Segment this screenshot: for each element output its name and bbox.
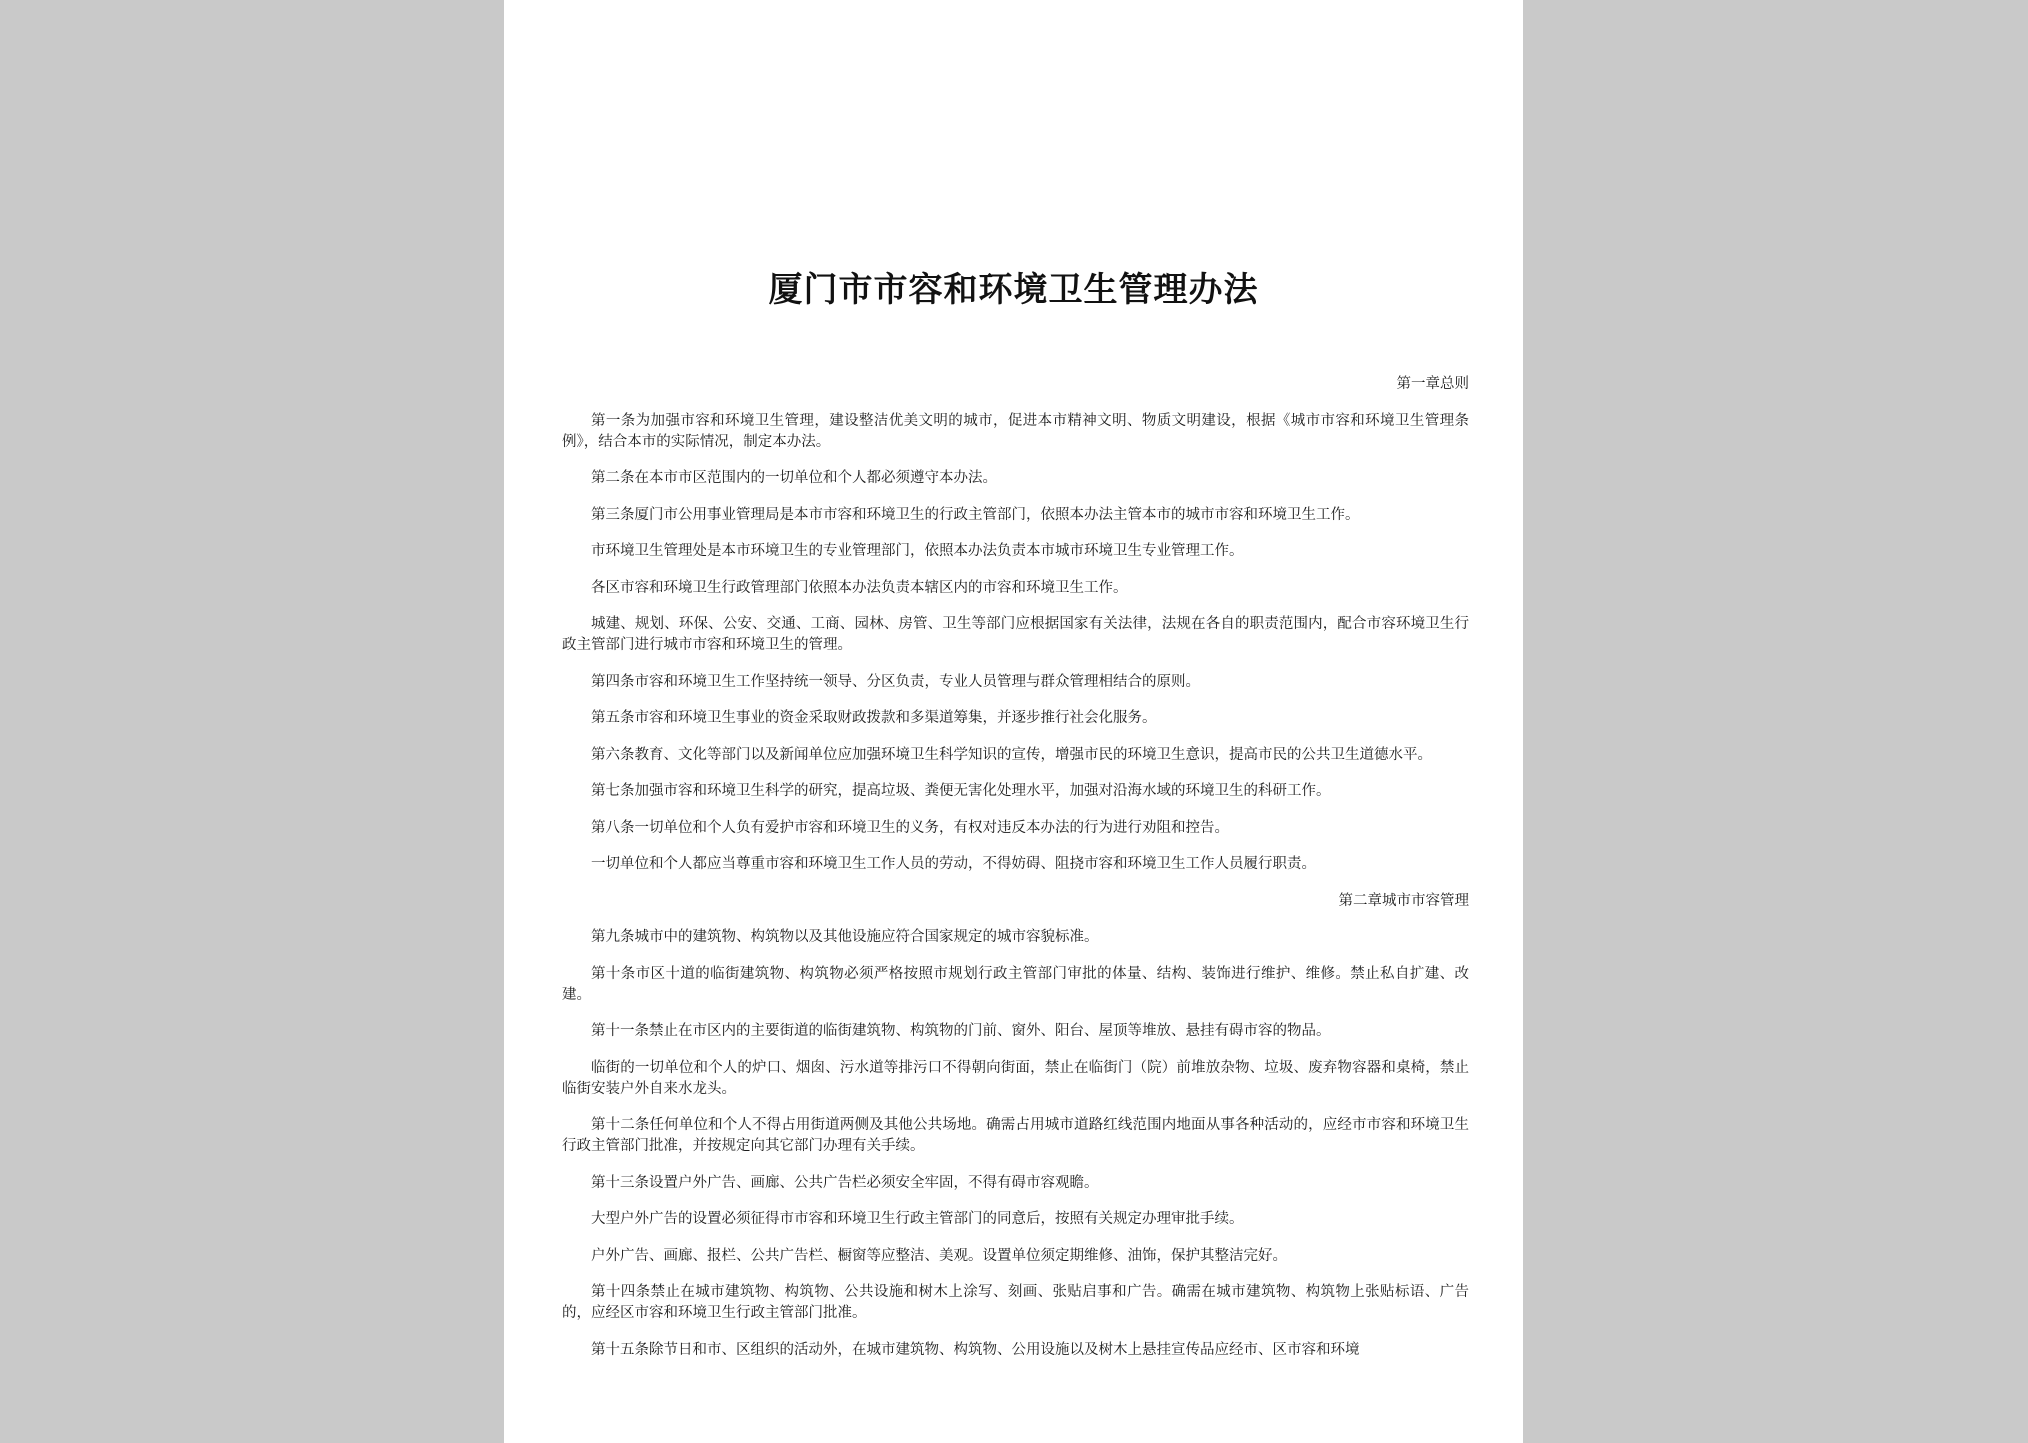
paragraph: 临街的一切单位和个人的炉口、烟囱、污水道等排污口不得朝向街面，禁止在临街门（院）前堆放杂物、垃圾、废弃物容器和桌椅，禁止临街安装户外自来水龙头。 — [562, 1059, 1469, 1097]
paragraph: 户外广告、画廊、报栏、公共广告栏、橱窗等应整洁、美观。设置单位须定期维修、油饰，保护其整洁完好。 — [591, 1247, 1287, 1264]
paragraph: 第四条市容和环境卫生工作坚持统一领导、分区负责，专业人员管理与群众管理相结合的原则。 — [591, 673, 1200, 690]
paragraph: 一切单位和个人都应当尊重市容和环境卫生工作人员的劳动，不得妨碍、阻挠市容和环境卫生工作人员履行职责。 — [591, 856, 1316, 872]
paragraph: 第三条厦门市公用事业管理局是本市市容和环境卫生的行政主管部门，依照本办法主管本市的城市市容和环境卫生工作。 — [591, 506, 1360, 523]
paragraph: 各区市容和环境卫生行政管理部门依照本办法负责本辖区内的市容和环境卫生工作。 — [591, 579, 1128, 596]
paragraph: 第十三条设置户外广告、画廊、公共广告栏必须安全牢固，不得有碍市容观瞻。 — [591, 1174, 1099, 1191]
paragraph: 第二条在本市市区范围内的一切单位和个人都必须遵守本办法。 — [591, 470, 997, 486]
paragraph: 第十四条禁止在城市建筑物、构筑物、公共设施和树木上涂写、刻画、张贴启事和广告。确需在城市建筑物、构筑物上张贴标语、广告的，应经区市容和环境卫生行政主管部门批准。 — [562, 1284, 1469, 1321]
paragraph: 第十二条任何单位和个人不得占用街道两侧及其他公共场地。确需占用城市道路红线范围内地面从事各种活动的，应经市市容和环境卫生行政主管部门批准，并按规定向其它部门办理有关手续。 — [562, 1117, 1469, 1154]
paragraph: 第九条城市中的建筑物、构筑物以及其他设施应符合国家规定的城市容貌标准。 — [591, 929, 1099, 945]
paragraph: 城建、规划、环保、公安、交通、工商、园林、房管、卫生等部门应根据国家有关法律，法规在各自的职责范围内，配合市容环境卫生行政主管部门进行城市市容和环境卫生的管理。 — [562, 616, 1469, 653]
document-body — [562, 374, 1469, 1376]
chapter-heading: 第二章城市市容管理 — [1338, 892, 1469, 909]
paragraph: 第十条市区十道的临街建筑物、构筑物必须严格按照市规划行政主管部门审批的体量、结构、装饰进行维护、维修。禁止私自扩建、改建。 — [562, 965, 1469, 1003]
paragraph: 第七条加强市容和环境卫生科学的研究，提高垃圾、粪便无害化处理水平，加强对沿海水域的环境卫生的科研工作。 — [591, 783, 1331, 799]
paragraph: 第六条教育、文化等部门以及新闻单位应加强环境卫生科学知识的宣传，增强市民的环境卫生意识，提高市民的公共卫生道德水平。 — [591, 746, 1432, 763]
chapter-heading: 第一章总则 — [1396, 376, 1469, 392]
paragraph: 第十五条除节日和市、区组织的活动外，在城市建筑物、构筑物、公用设施以及树木上悬挂宣传品应经市、区市容和环境 — [591, 1341, 1360, 1358]
paragraph: 第一条为加强市容和环境卫生管理，建设整洁优美文明的城市，促进本市精神文明、物质文明建设，根据《城市市容和环境卫生管理条例》，结合本市的实际情况，制定本办法。 — [562, 412, 1469, 450]
paragraph: 第八条一切单位和个人负有爱护市容和环境卫生的义务，有权对违反本办法的行为进行劝阻和控告。 — [591, 819, 1229, 836]
document-title: 厦门市市容和环境卫生管理办法 — [768, 270, 1259, 310]
paragraph: 第五条市容和环境卫生事业的资金采取财政拨款和多渠道筹集，并逐步推行社会化服务。 — [591, 710, 1157, 726]
paragraph: 大型户外广告的设置必须征得市市容和环境卫生行政主管部门的同意后，按照有关规定办理审批手续。 — [591, 1211, 1244, 1227]
document-page — [504, 0, 1523, 1443]
paragraph: 市环境卫生管理处是本市环境卫生的专业管理部门，依照本办法负责本市城市环境卫生专业管理工作。 — [591, 543, 1244, 559]
paragraph: 第十一条禁止在市区内的主要街道的临街建筑物、构筑物的门前、窗外、阳台、屋顶等堆放、悬挂有碍市容的物品。 — [591, 1023, 1331, 1039]
